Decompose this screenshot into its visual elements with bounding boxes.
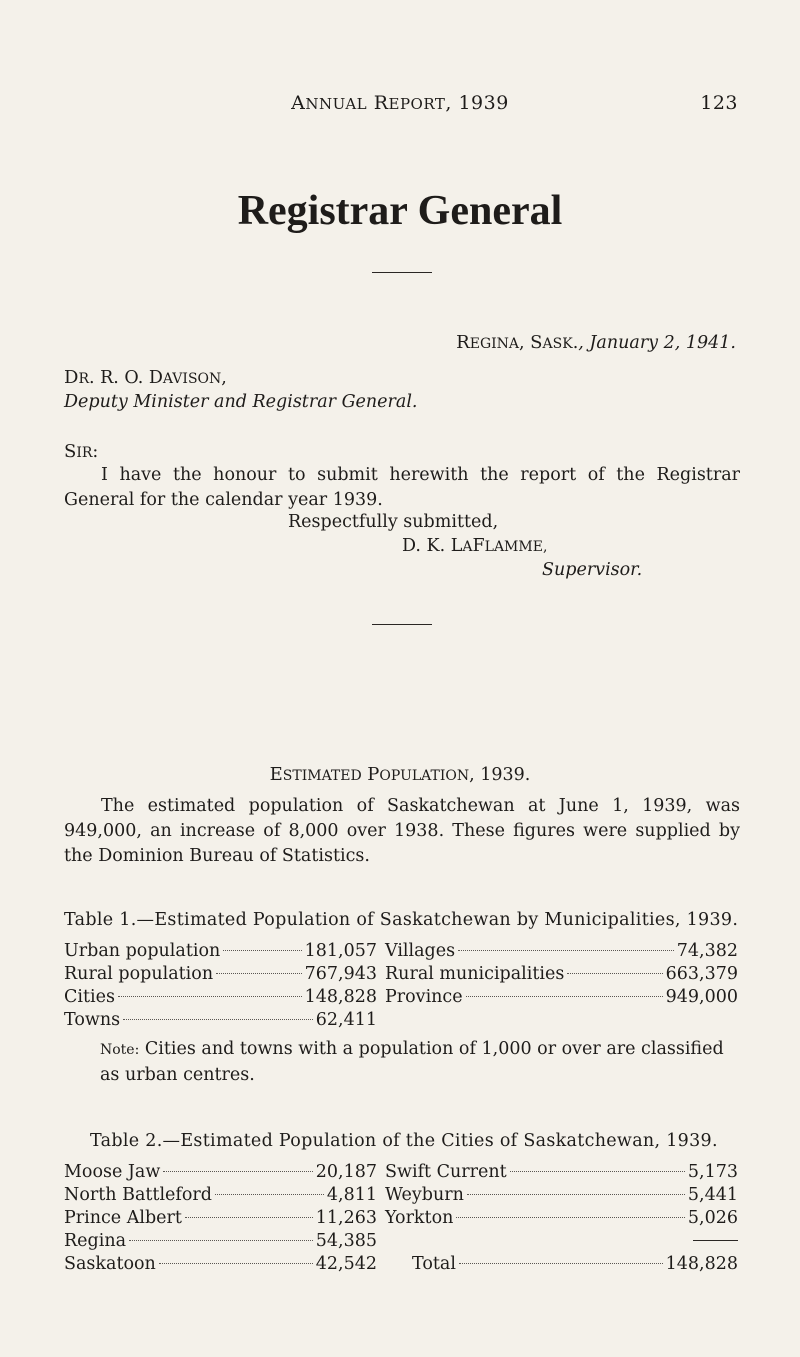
letter-body: I have the honour to submit herewith the report of the Registrar General for the calendar year 1939. bbox=[64, 465, 740, 510]
table1-note: Note: Cities and towns with a population of 1,000 or over are classified as urban centres. bbox=[100, 1039, 724, 1085]
row-label: Rural municipalities bbox=[385, 964, 565, 984]
table-row bbox=[64, 1008, 377, 1032]
report-title: ANNUAL REPORT, 1939 bbox=[291, 92, 509, 114]
total-value: 148,828 bbox=[665, 1254, 738, 1274]
row-value: 663,379 bbox=[665, 964, 738, 984]
row-label: Province bbox=[385, 987, 463, 1007]
row-label: Rural population bbox=[64, 964, 214, 984]
signer-title: Supervisor. bbox=[542, 560, 643, 580]
row-label: Cities bbox=[64, 987, 115, 1007]
row-value: 42,542 bbox=[315, 1254, 377, 1274]
page-title: Registrar General bbox=[237, 188, 563, 234]
row-label: Weyburn bbox=[385, 1185, 464, 1205]
closing: Respectfully submitted, bbox=[288, 512, 499, 532]
row-value: 11,263 bbox=[315, 1208, 377, 1228]
row-label: Prince Albert bbox=[64, 1208, 182, 1228]
table-row bbox=[385, 962, 738, 986]
table-row bbox=[64, 1229, 377, 1253]
addressee-name: DR. R. O. DAVISON, bbox=[64, 367, 227, 388]
row-value: 5,173 bbox=[687, 1162, 738, 1182]
row-label: Swift Current bbox=[385, 1162, 507, 1182]
table-row bbox=[64, 939, 377, 963]
row-value: 4,811 bbox=[326, 1185, 377, 1205]
table2-heading: Table 2.—Estimated Population of the Cities of Saskatchewan, 1939. bbox=[90, 1131, 718, 1151]
table-row bbox=[64, 985, 377, 1009]
table-row bbox=[64, 1206, 377, 1230]
table-row-total bbox=[412, 1252, 738, 1276]
row-value: 181,057 bbox=[304, 941, 377, 961]
dateline: REGINA, SASK., January 2, 1941. bbox=[456, 332, 736, 353]
sum-rule bbox=[693, 1240, 738, 1241]
table-row bbox=[385, 1160, 738, 1184]
table-row bbox=[385, 1206, 738, 1230]
row-label: Moose Jaw bbox=[64, 1162, 161, 1182]
row-label: North Battleford bbox=[64, 1185, 212, 1205]
table-row bbox=[385, 985, 738, 1009]
divider-rule bbox=[372, 624, 432, 625]
row-value: 54,385 bbox=[315, 1231, 377, 1251]
row-label: Saskatoon bbox=[64, 1254, 156, 1274]
row-value: 74,382 bbox=[676, 941, 738, 961]
row-label: Regina bbox=[64, 1231, 127, 1251]
row-label: Yorkton bbox=[385, 1208, 454, 1228]
section-heading: ESTIMATED POPULATION, 1939. bbox=[269, 764, 531, 785]
row-value: 62,411 bbox=[315, 1010, 377, 1030]
row-value: 5,026 bbox=[687, 1208, 738, 1228]
row-value: 767,943 bbox=[304, 964, 377, 984]
row-value: 5,441 bbox=[687, 1185, 738, 1205]
row-value: 148,828 bbox=[304, 987, 377, 1007]
table-row bbox=[64, 962, 377, 986]
page-number: 123 bbox=[700, 92, 738, 114]
salutation: SIR: bbox=[64, 441, 99, 462]
total-label: Total bbox=[412, 1254, 456, 1274]
running-header bbox=[0, 92, 800, 122]
table-row bbox=[385, 1183, 738, 1207]
table-row bbox=[64, 1183, 377, 1207]
table-row bbox=[64, 1160, 377, 1184]
signer-name: D. K. LAFLAMME, bbox=[402, 536, 548, 556]
row-label: Villages bbox=[385, 941, 456, 961]
table1-heading: Table 1.—Estimated Population of Saskatchewan by Municipalities, 1939. bbox=[64, 910, 739, 930]
table-row bbox=[385, 939, 738, 963]
row-label: Urban population bbox=[64, 941, 221, 961]
row-value: 20,187 bbox=[315, 1162, 377, 1182]
section-body: The estimated population of Saskatchewan at June 1, 1939, was 949,000, an increase of 8,000 over 1938. These figures were supplied by the Dominion Bureau of Statistics. bbox=[64, 796, 740, 866]
divider-rule bbox=[372, 272, 432, 273]
addressee-title: Deputy Minister and Registrar General. bbox=[64, 392, 418, 412]
row-value: 949,000 bbox=[665, 987, 738, 1007]
row-label: Towns bbox=[64, 1010, 121, 1030]
table-row bbox=[64, 1252, 377, 1276]
